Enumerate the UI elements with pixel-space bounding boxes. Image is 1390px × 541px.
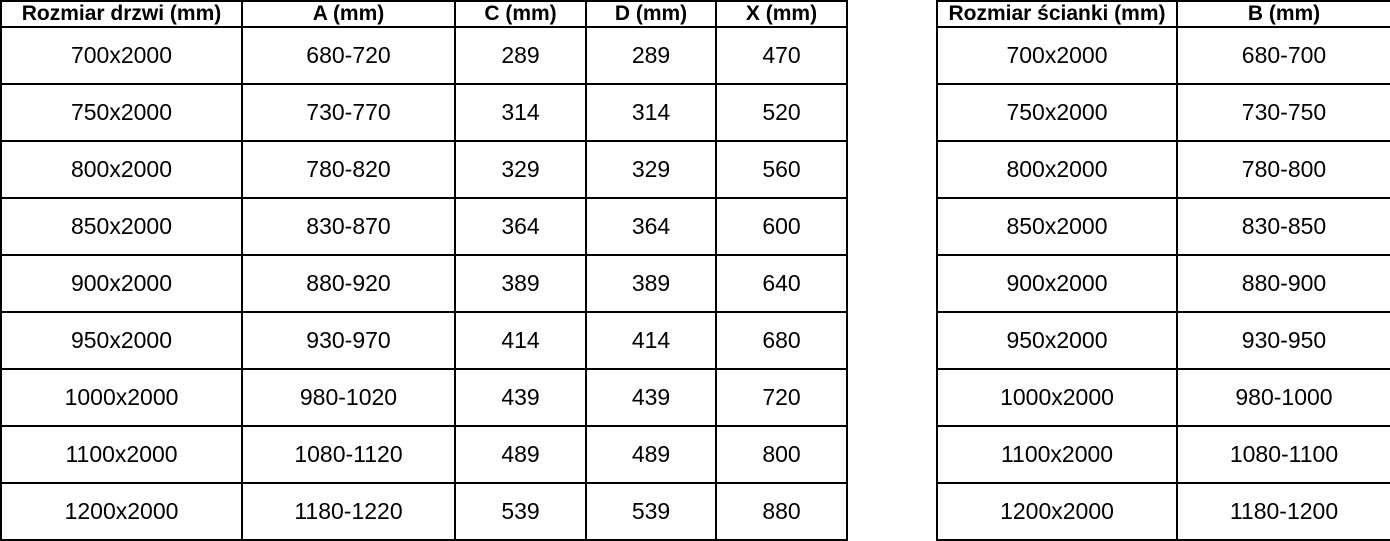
column-header: Rozmiar drzwi (mm) xyxy=(1,1,242,27)
table-cell: 1180-1200 xyxy=(1177,483,1390,540)
table-cell: 289 xyxy=(455,27,586,84)
table-cell: 800x2000 xyxy=(937,141,1177,198)
table-cell: 900x2000 xyxy=(937,255,1177,312)
table-cell: 414 xyxy=(455,312,586,369)
table-cell: 389 xyxy=(455,255,586,312)
table-row xyxy=(1,369,847,426)
table-cell: 900x2000 xyxy=(1,255,242,312)
table-cell: 980-1000 xyxy=(1177,369,1390,426)
column-header: B (mm) xyxy=(1177,1,1390,27)
table-cell: 1180-1220 xyxy=(242,483,455,540)
table-cell: 1080-1120 xyxy=(242,426,455,483)
table-row xyxy=(1,426,847,483)
table-cell: 930-970 xyxy=(242,312,455,369)
table-cell: 314 xyxy=(455,84,586,141)
table-cell: 730-770 xyxy=(242,84,455,141)
table-cell: 700x2000 xyxy=(1,27,242,84)
table-cell: 720 xyxy=(716,369,847,426)
table-cell: 1200x2000 xyxy=(1,483,242,540)
table-cell: 850x2000 xyxy=(1,198,242,255)
table-cell: 930-950 xyxy=(1177,312,1390,369)
table-cell: 389 xyxy=(586,255,716,312)
table-cell: 800x2000 xyxy=(1,141,242,198)
table-cell: 800 xyxy=(716,426,847,483)
column-header: Rozmiar ścianki (mm) xyxy=(937,1,1177,27)
table-row xyxy=(937,369,1390,426)
table-cell: 439 xyxy=(586,369,716,426)
table-cell: 1080-1100 xyxy=(1177,426,1390,483)
table-cell: 830-870 xyxy=(242,198,455,255)
table-cell: 364 xyxy=(455,198,586,255)
table-row xyxy=(937,255,1390,312)
table-cell: 1200x2000 xyxy=(937,483,1177,540)
table-cell: 730-750 xyxy=(1177,84,1390,141)
table-row xyxy=(1,483,847,540)
wall-dimensions-table xyxy=(936,0,1390,541)
table-row xyxy=(937,84,1390,141)
table-cell: 1000x2000 xyxy=(937,369,1177,426)
table-cell: 520 xyxy=(716,84,847,141)
table-cell: 289 xyxy=(586,27,716,84)
table-cell: 1000x2000 xyxy=(1,369,242,426)
table-cell: 880 xyxy=(716,483,847,540)
table-cell: 314 xyxy=(586,84,716,141)
table-cell: 439 xyxy=(455,369,586,426)
table-cell: 750x2000 xyxy=(937,84,1177,141)
table-cell: 1100x2000 xyxy=(937,426,1177,483)
header-row xyxy=(1,1,847,27)
table-cell: 539 xyxy=(586,483,716,540)
table-row xyxy=(937,198,1390,255)
table-cell: 414 xyxy=(586,312,716,369)
header-row xyxy=(937,1,1390,27)
column-header: X (mm) xyxy=(716,1,847,27)
column-header: C (mm) xyxy=(455,1,586,27)
table-row xyxy=(1,141,847,198)
table-cell: 880-900 xyxy=(1177,255,1390,312)
table-cell: 830-850 xyxy=(1177,198,1390,255)
table-cell: 850x2000 xyxy=(937,198,1177,255)
table-cell: 950x2000 xyxy=(937,312,1177,369)
table-cell: 470 xyxy=(716,27,847,84)
table-cell: 700x2000 xyxy=(937,27,1177,84)
table-row xyxy=(1,27,847,84)
table-cell: 329 xyxy=(455,141,586,198)
table-cell: 640 xyxy=(716,255,847,312)
table-row xyxy=(937,483,1390,540)
table-cell: 489 xyxy=(586,426,716,483)
column-header: A (mm) xyxy=(242,1,455,27)
table-cell: 560 xyxy=(716,141,847,198)
table-cell: 329 xyxy=(586,141,716,198)
table-cell: 680-720 xyxy=(242,27,455,84)
table-cell: 489 xyxy=(455,426,586,483)
table-cell: 780-800 xyxy=(1177,141,1390,198)
table-cell: 880-920 xyxy=(242,255,455,312)
table-cell: 364 xyxy=(586,198,716,255)
table-cell: 600 xyxy=(716,198,847,255)
table-row xyxy=(1,198,847,255)
table-row xyxy=(1,312,847,369)
table-cell: 680 xyxy=(716,312,847,369)
table-row xyxy=(937,312,1390,369)
column-header: D (mm) xyxy=(586,1,716,27)
table-row xyxy=(1,84,847,141)
table-cell: 980-1020 xyxy=(242,369,455,426)
table-row xyxy=(937,141,1390,198)
table-cell: 680-700 xyxy=(1177,27,1390,84)
table-row xyxy=(937,426,1390,483)
table-cell: 1100x2000 xyxy=(1,426,242,483)
table-cell: 750x2000 xyxy=(1,84,242,141)
table-cell: 539 xyxy=(455,483,586,540)
table-cell: 950x2000 xyxy=(1,312,242,369)
table-cell: 780-820 xyxy=(242,141,455,198)
table-row xyxy=(1,255,847,312)
table-row xyxy=(937,27,1390,84)
